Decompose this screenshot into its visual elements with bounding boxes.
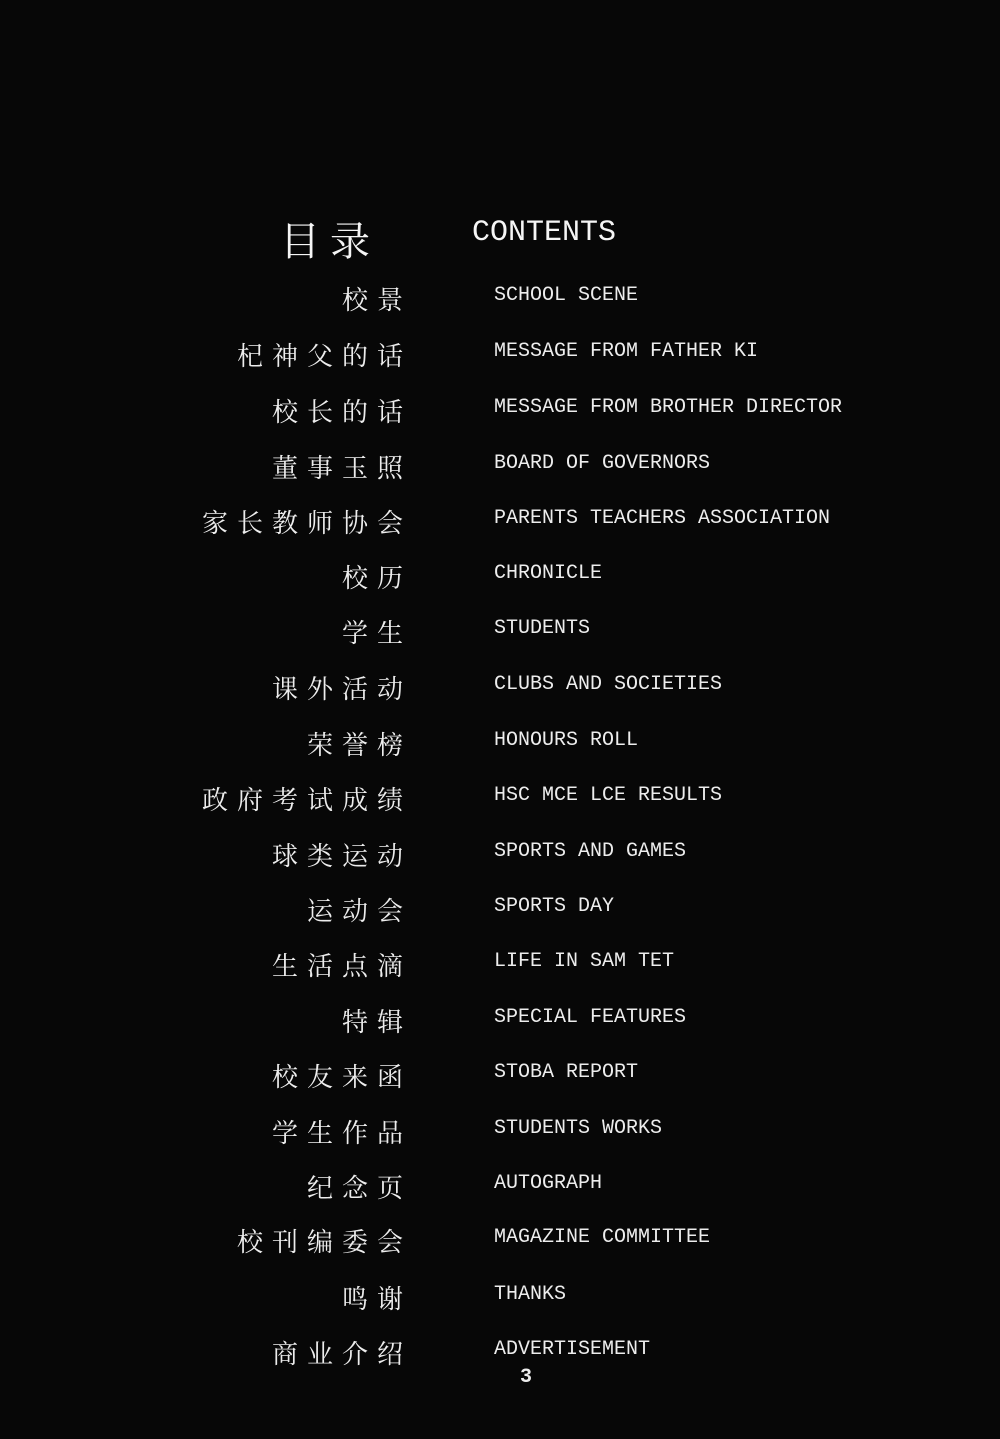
toc-entry-english-title: SPECIAL FEATURES [494, 1006, 687, 1029]
toc-entry-english-title: SPORTS DAY [494, 895, 615, 918]
toc-entry-chronicle [0, 558, 1000, 598]
toc-entry-chinese-title: 杞神父的话 [236, 342, 412, 372]
toc-entry-chinese-title: 董事玉照 [271, 454, 412, 484]
toc-entry-advertisement [0, 1334, 1000, 1374]
toc-entry-english-title: PARENTS TEACHERS ASSOCIATION [494, 507, 831, 530]
toc-entry-english-title: STOBA REPORT [494, 1061, 639, 1084]
toc-entry-special-features [0, 1002, 1000, 1042]
contents-heading-chinese: 目录 [280, 219, 380, 265]
toc-entry-english-title: BOARD OF GOVERNORS [494, 452, 711, 475]
toc-entry-english-title: STUDENTS [494, 617, 591, 640]
toc-entry-sports-day [0, 891, 1000, 931]
toc-entry-autograph [0, 1168, 1000, 1208]
toc-entry-english-title: MAGAZINE COMMITTEE [494, 1226, 711, 1249]
toc-entry-chinese-title: 校长的话 [271, 398, 412, 428]
toc-entry-english-title: THANKS [494, 1283, 567, 1306]
toc-entry-chinese-title: 荣誉榜 [306, 731, 412, 761]
toc-entry-chinese-title: 政府考试成绩 [201, 786, 412, 816]
toc-entry-english-title: CHRONICLE [494, 562, 603, 585]
toc-entry-clubs [0, 669, 1000, 709]
toc-entry-chinese-title: 学生 [341, 619, 412, 649]
toc-entry-english-title: CLUBS AND SOCIETIES [494, 673, 723, 696]
toc-entry-chinese-title: 运动会 [306, 897, 412, 927]
toc-entry-chinese-title: 生活点滴 [271, 952, 412, 982]
toc-entry-english-title: MESSAGE FROM FATHER KI [494, 340, 759, 363]
toc-entry-chinese-title: 校景 [341, 286, 412, 316]
toc-entry-chinese-title: 学生作品 [271, 1119, 412, 1149]
toc-entry-english-title: STUDENTS WORKS [494, 1117, 663, 1140]
toc-entry-message-director [0, 392, 1000, 432]
toc-entry-honours-roll [0, 725, 1000, 765]
toc-entry-life-in-sam-tet [0, 946, 1000, 986]
toc-entry-english-title: HSC MCE LCE RESULTS [494, 784, 723, 807]
toc-entry-chinese-title: 校刊编委会 [236, 1228, 412, 1258]
toc-entry-thanks [0, 1279, 1000, 1319]
toc-entry-english-title: SPORTS AND GAMES [494, 840, 687, 863]
toc-entry-english-title: MESSAGE FROM BROTHER DIRECTOR [494, 396, 843, 419]
toc-entry-exam-results [0, 780, 1000, 820]
toc-entry-chinese-title: 课外活动 [271, 675, 412, 705]
toc-entry-chinese-title: 鸣谢 [341, 1285, 412, 1315]
toc-entry-chinese-title: 球类运动 [271, 842, 412, 872]
toc-entry-english-title: SCHOOL SCENE [494, 284, 639, 307]
toc-entry-board-of-governors [0, 448, 1000, 488]
toc-entry-students [0, 613, 1000, 653]
toc-entry-stoba-report [0, 1057, 1000, 1097]
toc-entry-chinese-title: 校友来函 [271, 1063, 412, 1093]
toc-entry-chinese-title: 纪念页 [306, 1174, 412, 1204]
toc-entry-english-title: LIFE IN SAM TET [494, 950, 675, 973]
toc-entry-students-works [0, 1113, 1000, 1153]
toc-entry-english-title: AUTOGRAPH [494, 1172, 603, 1195]
toc-entry-chinese-title: 校历 [341, 564, 412, 594]
contents-heading-english: CONTENTS [472, 216, 617, 250]
toc-entry-pta [0, 503, 1000, 543]
page-number: 3 [520, 1366, 533, 1389]
toc-entry-english-title: HONOURS ROLL [494, 729, 639, 752]
toc-entry-magazine-committee [0, 1222, 1000, 1262]
toc-entry-sports-and-games [0, 836, 1000, 876]
toc-entry-chinese-title: 商业介绍 [271, 1340, 412, 1370]
toc-entry-school-scene [0, 280, 1000, 320]
toc-entry-chinese-title: 特辑 [341, 1008, 412, 1038]
toc-entry-chinese-title: 家长教师协会 [201, 509, 412, 539]
toc-entry-english-title: ADVERTISEMENT [494, 1338, 651, 1361]
toc-entry-message-father [0, 336, 1000, 376]
